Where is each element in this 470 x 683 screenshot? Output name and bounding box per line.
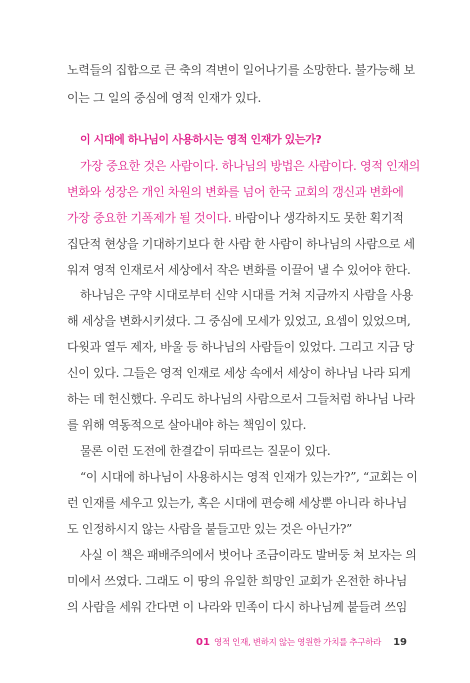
body-line: 런 인재를 세우고 있는가, 혹은 시대에 편승해 세상뿐 아니라 하나님 xyxy=(67,496,408,510)
body-line: 노력들의 집합으로 큰 축의 격변이 일어나기를 소망한다. 불가능해 보 xyxy=(67,63,415,77)
body-line: 의 사람을 세워 간다면 이 나라와 민족이 다시 하나님께 붙들려 쓰임 xyxy=(67,600,408,614)
body-line: 물론 이런 도전에 한결같이 뒤따르는 질문이 있다. xyxy=(80,444,331,458)
section-heading: 이 시대에 하나님이 사용하시는 영적 인재가 있는가? xyxy=(80,133,322,146)
highlight-text: 가장 중요한 기폭제가 될 것이다. xyxy=(67,211,232,225)
body-line: 를 위해 역동적으로 살아내야 하는 책임이 있다. xyxy=(67,418,307,432)
body-line: 하나님은 구약 시대로부터 신약 시대를 거쳐 지금까지 사람을 사용 xyxy=(80,288,414,302)
running-footer xyxy=(196,636,407,648)
highlight-text: 변화와 성장은 개인 차원의 변화를 넘어 한국 교회의 갱신과 변화에 xyxy=(67,185,404,199)
page-number: 19 xyxy=(393,636,407,648)
body-text: 집단적 현상을 기대하기보다 한 사람 한 사람이 하나님의 사람으로 세 xyxy=(67,237,415,251)
body-line: 다윗과 열두 제자, 바울 등 하나님의 사람들이 있었다. 그리고 지금 당 xyxy=(67,340,415,354)
body-line: 미에서 쓰였다. 그래도 이 땅의 유일한 희망인 교회가 온전한 하나님 xyxy=(67,574,408,588)
body-line xyxy=(67,184,407,200)
body-line xyxy=(67,210,407,226)
body-line xyxy=(67,262,411,278)
body-line xyxy=(67,236,415,252)
body-line: “이 시대에 하나님이 사용하시는 영적 인재가 있는가?”, “교회는 이 xyxy=(80,470,418,484)
body-text: 바람이나 생각하지도 못한 획기적 xyxy=(231,211,404,225)
body-line: 신이 있다. 그들은 영적 인재로 세상 속에서 세상이 하나님 나라 되게 xyxy=(67,366,411,380)
body-line: 해 세상을 변화시키셨다. 그 중심에 모세가 있었고, 요셉이 있었으며, xyxy=(67,314,411,328)
body-line: 이는 그 일의 중심에 영적 인재가 있다. xyxy=(67,91,261,105)
highlight-text: 가장 중요한 것은 사람이다. 하나님의 방법은 사람이다. 영적 인재의 xyxy=(80,159,421,173)
body-line: 사실 이 책은 패배주의에서 벗어나 조금이라도 발버둥 쳐 보자는 의 xyxy=(80,548,417,562)
chapter-title: 영적 인재, 변하지 않는 영원한 가치를 추구하라 xyxy=(213,638,382,648)
chapter-number: 01 xyxy=(196,636,210,648)
body-line: 하는 데 헌신했다. 우리도 하나님의 사람으로서 그들처럼 하나님 나라 xyxy=(67,392,415,406)
body-text: 워져 영적 인재로서 세상에서 작은 변화를 이끌어 낼 수 있어야 한다. xyxy=(67,263,411,277)
body-line xyxy=(80,158,421,174)
body-line: 도 인정하시지 않는 사람을 붙들고만 있는 것은 아닌가?” xyxy=(67,522,352,536)
